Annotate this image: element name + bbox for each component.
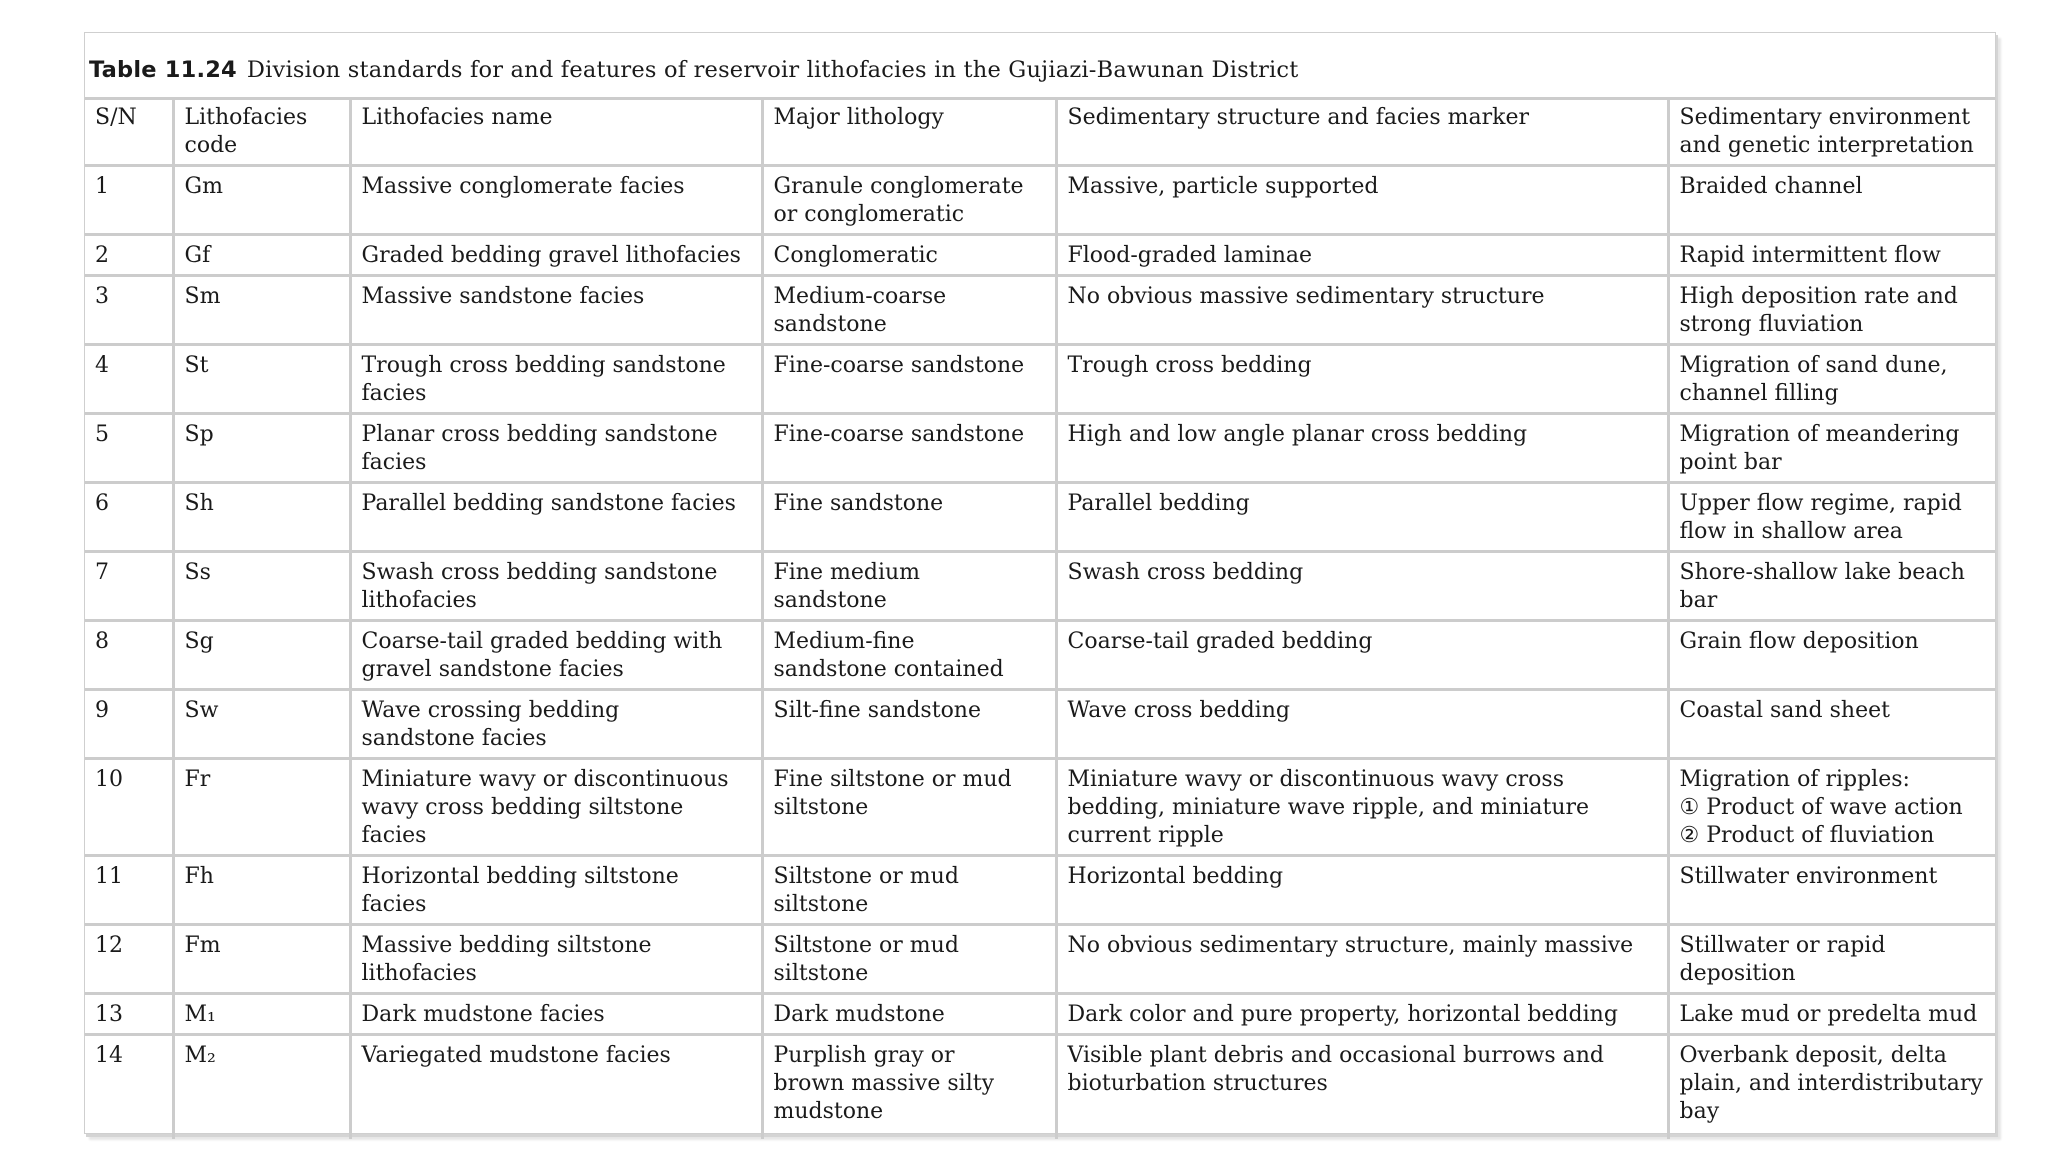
header-lithofacies-code: Lithofacies code xyxy=(173,99,350,166)
cell-code: Fh xyxy=(173,856,350,925)
lithofacies-table xyxy=(85,97,1995,1139)
header-row xyxy=(85,99,1995,166)
cell-code: Sw xyxy=(173,690,350,759)
table-row xyxy=(85,345,1995,414)
cell-structure: Dark color and pure property, horizontal bedding xyxy=(1056,994,1668,1035)
cell-code: Sg xyxy=(173,621,350,690)
cell-sn: 10 xyxy=(85,759,173,856)
cell-code: Fm xyxy=(173,925,350,994)
cell-name: Parallel bedding sandstone facies xyxy=(350,483,762,552)
table-row xyxy=(85,483,1995,552)
cell-structure: No obvious massive sedimentary structure xyxy=(1056,276,1668,345)
table-row xyxy=(85,925,1995,994)
header-lithofacies-name: Lithofacies name xyxy=(350,99,762,166)
cell-code: Gf xyxy=(173,235,350,276)
cell-sn: 1 xyxy=(85,166,173,235)
header-sedimentary-environment: Sedimentary environment and genetic interpretation xyxy=(1668,99,1995,166)
cell-name: Variegated mudstone facies xyxy=(350,1035,762,1139)
cell-sn: 5 xyxy=(85,414,173,483)
cell-environment: Grain flow deposition xyxy=(1668,621,1995,690)
cell-sn: 2 xyxy=(85,235,173,276)
cell-sn: 3 xyxy=(85,276,173,345)
cell-name: Miniature wavy or discontinuous wavy cross bedding siltstone facies xyxy=(350,759,762,856)
cell-lithology: Medium-fine sandstone contained xyxy=(762,621,1056,690)
cell-sn: 9 xyxy=(85,690,173,759)
table-frame xyxy=(84,32,1996,1134)
cell-name: Trough cross bedding sandstone facies xyxy=(350,345,762,414)
cell-name: Swash cross bedding sandstone lithofacies xyxy=(350,552,762,621)
cell-structure: Coarse-tail graded bedding xyxy=(1056,621,1668,690)
table-row xyxy=(85,1035,1995,1139)
cell-structure: Horizontal bedding xyxy=(1056,856,1668,925)
cell-lithology: Granule conglomerate or conglomeratic xyxy=(762,166,1056,235)
cell-structure: No obvious sedimentary structure, mainly massive xyxy=(1056,925,1668,994)
cell-name: Wave crossing bedding sandstone facies xyxy=(350,690,762,759)
cell-environment: Migration of sand dune, channel filling xyxy=(1668,345,1995,414)
table-body xyxy=(85,166,1995,1139)
table-row xyxy=(85,552,1995,621)
cell-structure: High and low angle planar cross bedding xyxy=(1056,414,1668,483)
cell-sn: 11 xyxy=(85,856,173,925)
cell-code: Sm xyxy=(173,276,350,345)
table-row xyxy=(85,414,1995,483)
cell-sn: 7 xyxy=(85,552,173,621)
cell-name: Horizontal bedding siltstone facies xyxy=(350,856,762,925)
cell-code: Sh xyxy=(173,483,350,552)
cell-structure: Massive, particle supported xyxy=(1056,166,1668,235)
cell-environment: Lake mud or predelta mud xyxy=(1668,994,1995,1035)
cell-environment: Stillwater or rapid deposition xyxy=(1668,925,1995,994)
table-title: Division standards for and features of reservoir lithofacies in the Gujiazi-Bawunan District xyxy=(246,57,1299,83)
cell-name: Massive conglomerate facies xyxy=(350,166,762,235)
cell-environment: Stillwater environment xyxy=(1668,856,1995,925)
cell-structure: Miniature wavy or discontinuous wavy cross bedding, miniature wave ripple, and miniature current ripple xyxy=(1056,759,1668,856)
cell-structure: Flood-graded laminae xyxy=(1056,235,1668,276)
cell-lithology: Fine medium sandstone xyxy=(762,552,1056,621)
table-row xyxy=(85,994,1995,1035)
cell-name: Planar cross bedding sandstone facies xyxy=(350,414,762,483)
header-major-lithology: Major lithology xyxy=(762,99,1056,166)
cell-name: Graded bedding gravel lithofacies xyxy=(350,235,762,276)
cell-structure: Swash cross bedding xyxy=(1056,552,1668,621)
cell-lithology: Siltstone or mud siltstone xyxy=(762,856,1056,925)
cell-lithology: Purplish gray or brown massive silty mudstone xyxy=(762,1035,1056,1139)
cell-environment: Migration of ripples: ① Product of wave action ② Product of fluviation xyxy=(1668,759,1995,856)
table-row xyxy=(85,621,1995,690)
cell-lithology: Fine siltstone or mud siltstone xyxy=(762,759,1056,856)
cell-code: M₁ xyxy=(173,994,350,1035)
cell-code: St xyxy=(173,345,350,414)
cell-name: Massive sandstone facies xyxy=(350,276,762,345)
header-sedimentary-structure: Sedimentary structure and facies marker xyxy=(1056,99,1668,166)
table-row xyxy=(85,759,1995,856)
table-row xyxy=(85,690,1995,759)
table-number: Table 11.24 xyxy=(89,57,237,83)
cell-lithology: Medium-coarse sandstone xyxy=(762,276,1056,345)
cell-sn: 8 xyxy=(85,621,173,690)
cell-environment: Braided channel xyxy=(1668,166,1995,235)
cell-name: Massive bedding siltstone lithofacies xyxy=(350,925,762,994)
cell-lithology: Silt-fine sandstone xyxy=(762,690,1056,759)
table-row xyxy=(85,276,1995,345)
cell-code: Ss xyxy=(173,552,350,621)
table-caption xyxy=(89,57,1298,83)
cell-environment: Migration of meandering point bar xyxy=(1668,414,1995,483)
cell-structure: Visible plant debris and occasional burrows and bioturbation structures xyxy=(1056,1035,1668,1139)
cell-environment: Shore-shallow lake beach bar xyxy=(1668,552,1995,621)
cell-lithology: Fine-coarse sandstone xyxy=(762,414,1056,483)
table-row xyxy=(85,856,1995,925)
cell-environment: High deposition rate and strong fluviation xyxy=(1668,276,1995,345)
cell-name: Dark mudstone facies xyxy=(350,994,762,1035)
cell-sn: 14 xyxy=(85,1035,173,1139)
cell-code: Fr xyxy=(173,759,350,856)
cell-structure: Wave cross bedding xyxy=(1056,690,1668,759)
cell-structure: Parallel bedding xyxy=(1056,483,1668,552)
cell-name: Coarse-tail graded bedding with gravel sandstone facies xyxy=(350,621,762,690)
cell-sn: 13 xyxy=(85,994,173,1035)
cell-code: Gm xyxy=(173,166,350,235)
cell-lithology: Fine-coarse sandstone xyxy=(762,345,1056,414)
cell-structure: Trough cross bedding xyxy=(1056,345,1668,414)
cell-lithology: Conglomeratic xyxy=(762,235,1056,276)
cell-environment: Coastal sand sheet xyxy=(1668,690,1995,759)
cell-code: M₂ xyxy=(173,1035,350,1139)
cell-environment: Rapid intermittent flow xyxy=(1668,235,1995,276)
cell-code: Sp xyxy=(173,414,350,483)
cell-lithology: Dark mudstone xyxy=(762,994,1056,1035)
header-sn: S/N xyxy=(85,99,173,166)
cell-sn: 12 xyxy=(85,925,173,994)
table-row xyxy=(85,166,1995,235)
cell-lithology: Fine sandstone xyxy=(762,483,1056,552)
cell-lithology: Siltstone or mud siltstone xyxy=(762,925,1056,994)
cell-sn: 6 xyxy=(85,483,173,552)
cell-environment: Upper flow regime, rapid flow in shallow area xyxy=(1668,483,1995,552)
table-row xyxy=(85,235,1995,276)
cell-sn: 4 xyxy=(85,345,173,414)
cell-environment: Overbank deposit, delta plain, and interdistributary bay xyxy=(1668,1035,1995,1139)
